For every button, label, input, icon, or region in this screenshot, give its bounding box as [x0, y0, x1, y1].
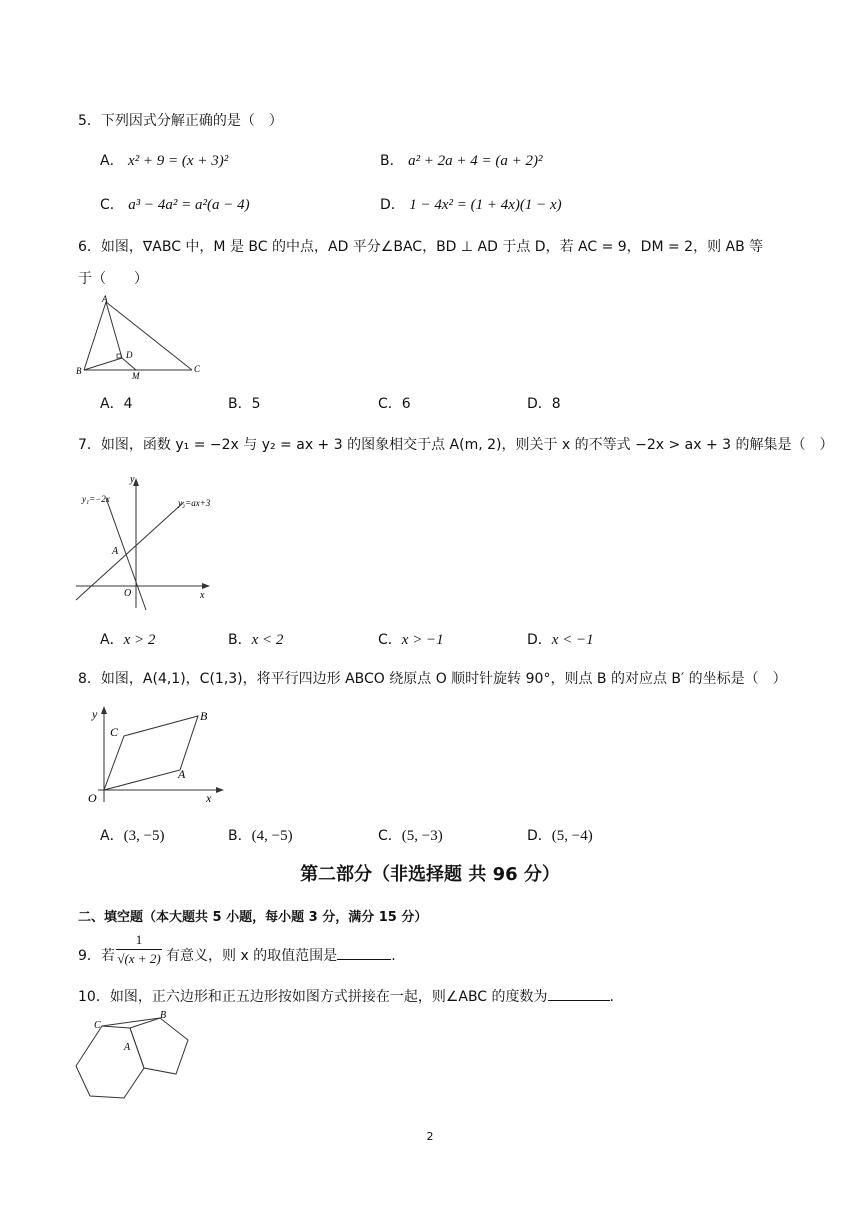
q5-option-d-text: 1 − 4x² = (1 + 4x)(1 − x) — [409, 197, 562, 213]
q9-question — [166, 945, 396, 965]
q8-option-c-label: C． — [378, 828, 402, 844]
q5-option-b — [380, 150, 543, 170]
q8-option-a — [100, 825, 165, 845]
q10-hexagon-pentagon-figure — [72, 1010, 222, 1102]
q6-side-ab — [84, 302, 106, 370]
q6-option-a — [100, 393, 133, 413]
q8-label-o: O — [88, 791, 97, 805]
q6-label-m: M — [132, 371, 140, 380]
q7-option-d-label: D． — [527, 632, 552, 648]
q7-option-c-label: C． — [378, 632, 402, 648]
q7-option-d — [527, 629, 594, 649]
q6-option-c-text: 6 — [401, 396, 411, 412]
q9-fraction-bar — [116, 949, 162, 950]
q8-label-b: B — [200, 709, 208, 723]
q8-stem: 8．如图，A(4,1)，C(1,3)，将平行四边形 ABCO 绕原点 O 顺时针旋转 90°，则点 B 的对应点 B′ 的坐标是（ ） — [78, 671, 787, 687]
q6-right-angle-mark — [117, 354, 121, 358]
q8-option-b-label: B． — [228, 828, 252, 844]
q8-option-b-text: (4, −5) — [251, 828, 293, 844]
q8-option-d-text: (5, −4) — [551, 828, 593, 844]
q6-stem-line2: 于（ ） — [78, 271, 148, 287]
q6-option-b — [228, 393, 261, 413]
q7-option-a-text: x > 2 — [123, 632, 156, 648]
q8-label-a: A — [178, 767, 186, 781]
q6-option-b-text: 5 — [251, 396, 261, 412]
q7-label-a: A — [112, 546, 119, 557]
q7-option-c-text: x > −1 — [401, 632, 444, 648]
q9-fraction — [116, 932, 162, 967]
q8-x-arrow — [216, 787, 224, 793]
q10-label-c: C — [94, 1020, 101, 1031]
q6-option-d-label: D． — [527, 396, 552, 412]
q6-side-ac — [106, 302, 192, 370]
q7-option-c — [378, 629, 444, 649]
q10-question — [78, 986, 614, 1006]
q6-segment-ad — [106, 302, 122, 358]
q8-option-d — [527, 825, 593, 845]
q10-label-a: A — [124, 1042, 131, 1053]
q8-option-c-text: (5, −3) — [401, 828, 443, 844]
q10-answer-blank[interactable] — [548, 986, 610, 1001]
q7-option-a — [100, 629, 155, 649]
q5-option-c-text: a³ − 4a² = a²(a − 4) — [128, 197, 250, 213]
q7-line-y2 — [76, 502, 184, 600]
q10-hexagon — [76, 1026, 144, 1098]
page-number: 2 — [426, 1130, 434, 1143]
q10-label-b: B — [160, 1010, 167, 1021]
q5-option-c — [100, 194, 250, 214]
q5-option-a — [100, 150, 228, 170]
q6-label-d: D — [126, 350, 133, 360]
q9-answer-blank[interactable] — [337, 945, 391, 960]
q6-option-d-text: 8 — [551, 396, 561, 412]
q9-suffix: 有意义，则 x 的取值范围是 — [166, 948, 338, 964]
q6-option-a-label: A． — [100, 396, 124, 412]
q6-label-a: A — [102, 294, 108, 304]
q5-option-a-label: A． — [100, 153, 124, 169]
q5-option-c-label: C． — [100, 197, 124, 213]
q8-option-a-text: (3, −5) — [123, 828, 165, 844]
q6-option-a-text: 4 — [123, 396, 133, 412]
q6-triangle-figure — [72, 292, 212, 380]
q7-label-o: O — [124, 588, 132, 599]
q10-end: . — [609, 989, 614, 1005]
q8-label-c: C — [110, 725, 119, 739]
q7-option-d-text: x < −1 — [551, 632, 594, 648]
q6-label-b: B — [76, 366, 82, 376]
q8-label-y: y — [92, 707, 98, 721]
q6-option-c-label: C． — [378, 396, 402, 412]
q9-end: . — [391, 948, 396, 964]
q7-graph-figure — [72, 472, 232, 612]
q5-stem: 5．下列因式分解正确的是（ ） — [78, 113, 283, 129]
q6-stem-line1: 6．如图，∇ABC 中，M 是 BC 的中点，AD 平分∠BAC，BD ⊥ AD 于点 D，若 AC = 9，DM = 2，则 AB 等 — [78, 239, 764, 255]
q6-option-b-label: B． — [228, 396, 252, 412]
q6-label-c: C — [194, 364, 201, 374]
q7-label-line2: y₂=ax+3 — [178, 498, 211, 508]
q8-option-d-label: D． — [527, 828, 552, 844]
q7-option-b-label: B． — [228, 632, 252, 648]
q7-label-y: y — [130, 474, 135, 485]
q8-parallelogram-figure — [84, 700, 234, 808]
q9-denominator: √(x + 2) — [117, 951, 161, 966]
fill-in-section-heading: 二、填空题（本大题共 5 小题，每小题 3 分，满分 15 分） — [78, 910, 428, 925]
q7-option-b-text: x < 2 — [251, 632, 284, 648]
q8-option-c — [378, 825, 443, 845]
q7-option-b — [228, 629, 283, 649]
q7-stem: 7．如图，函数 y₁ = −2x 与 y₂ = ax + 3 的图象相交于点 A(m, 2)，则关于 x 的不等式 −2x > ax + 3 的解集是（ ） — [78, 437, 834, 453]
q5-option-d-label: D． — [380, 197, 405, 213]
q8-option-a-label: A． — [100, 828, 124, 844]
q9-prefix: 9．若 — [78, 948, 115, 964]
q9-numerator: 1 — [135, 932, 143, 947]
q8-y-arrow — [101, 706, 107, 714]
part-two-title: 第二部分（非选择题 共 96 分） — [300, 864, 560, 885]
q5-option-b-label: B． — [380, 153, 404, 169]
q7-x-arrow — [202, 583, 210, 589]
q5-option-d — [380, 194, 562, 214]
q8-option-b — [228, 825, 293, 845]
q10-segment-cb — [102, 1018, 160, 1026]
q5-option-a-text: x² + 9 = (x + 3)² — [128, 153, 229, 169]
q7-option-a-label: A． — [100, 632, 124, 648]
q10-pentagon — [130, 1018, 188, 1074]
q6-segment-bd — [84, 358, 122, 370]
q8-label-x: x — [206, 791, 212, 805]
q7-label-x: x — [200, 590, 205, 601]
q6-option-c — [378, 393, 411, 413]
q5-option-b-text: a² + 2a + 4 = (a + 2)² — [408, 153, 543, 169]
q6-option-d — [527, 393, 561, 413]
q7-label-line1: y₁=−2x — [82, 494, 110, 504]
q10-stem: 10．如图，正六边形和正五边形按如图方式拼接在一起，则∠ABC 的度数为 — [78, 989, 548, 1005]
